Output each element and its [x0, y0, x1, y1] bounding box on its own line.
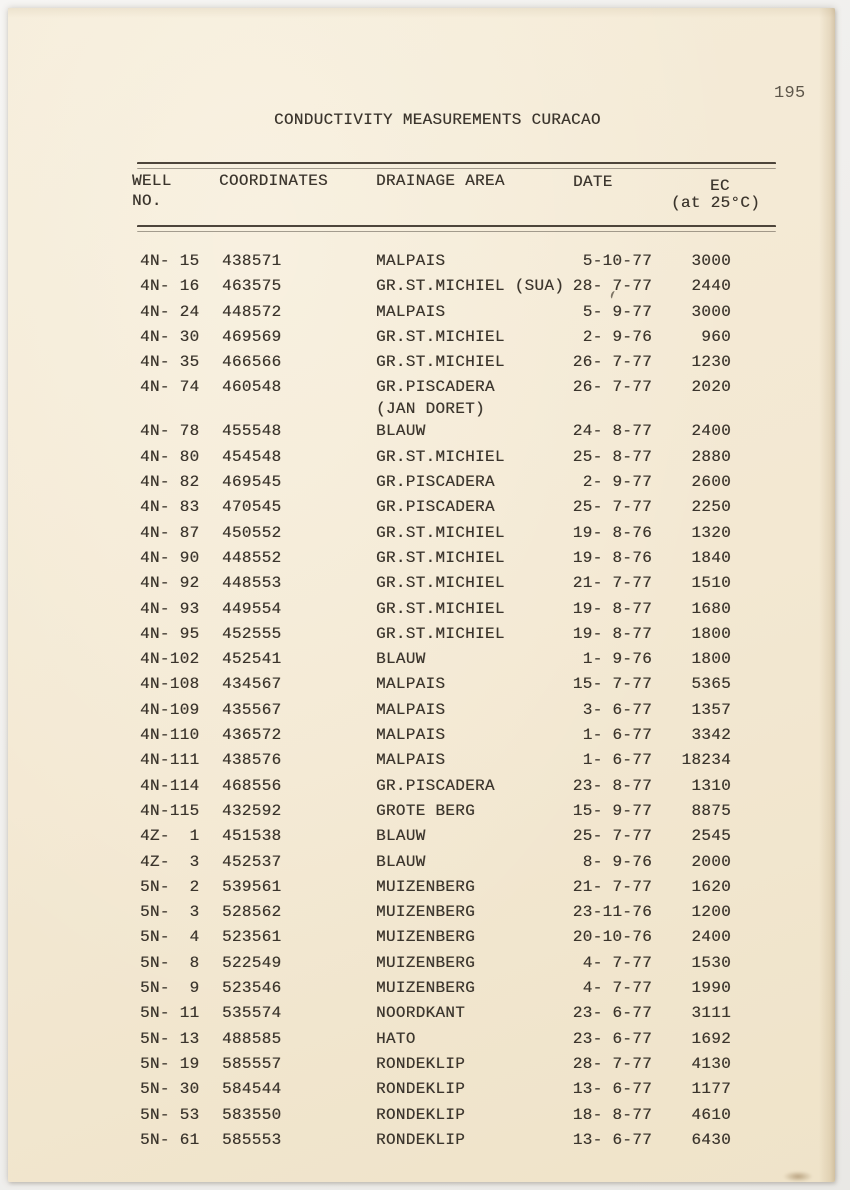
drainage-area-cell — [376, 1104, 576, 1126]
well-no-cell: 4N- 83 — [140, 498, 200, 517]
date-cell: 5-10-77 — [582, 252, 652, 270]
drainage-area-cell — [376, 749, 576, 771]
table-row — [140, 446, 780, 471]
ec-cell: 3000 — [691, 252, 731, 270]
ec-cell: 1310 — [691, 776, 731, 795]
ec-cell: 5365 — [691, 675, 731, 694]
date-cell: 23- 8-77 — [572, 776, 652, 795]
ec-cell: 8875 — [691, 801, 731, 820]
coordinates-cell: 438571 — [222, 252, 282, 270]
coordinates-cell: 539561 — [222, 877, 282, 896]
date-cell: 4- 7-77 — [582, 979, 652, 998]
drainage-area-cell — [376, 301, 576, 323]
well-no-cell: 5N- 9 — [140, 979, 200, 998]
well-no-cell: 4N- 24 — [140, 302, 200, 321]
drainage-line1: GR.ST.MICHIEL — [376, 327, 505, 346]
drainage-line1: RONDEKLIP — [376, 1105, 466, 1124]
page-title: CONDUCTIVITY MEASUREMENTS CURACAO — [274, 111, 601, 129]
date-cell: 25- 7-77 — [572, 498, 652, 517]
coordinates-cell: 436572 — [222, 726, 282, 745]
coordinates-cell: 470545 — [222, 498, 282, 517]
date-cell: 3- 6-77 — [582, 700, 652, 719]
drainage-line1: MUIZENBERG — [376, 979, 476, 998]
ec-cell: 1800 — [691, 650, 731, 669]
drainage-line1: HATO — [376, 1029, 416, 1048]
date-cell: 19- 8-77 — [572, 599, 652, 618]
coordinates-cell: 455548 — [222, 422, 282, 441]
date-cell: 19- 8-76 — [572, 523, 652, 542]
drainage-line1: BLAUW — [376, 422, 426, 441]
well-no-cell: 4N-109 — [140, 700, 200, 719]
coordinates-cell: 523546 — [222, 979, 282, 998]
table-row — [140, 623, 780, 648]
drainage-line1: MALPAIS — [376, 751, 446, 770]
date-cell: 21- 7-77 — [572, 877, 652, 896]
date-cell: 26- 7-77 — [572, 353, 652, 372]
date-cell: 18- 8-77 — [572, 1105, 652, 1124]
coordinates-cell: 522549 — [222, 953, 282, 972]
drainage-line1: MALPAIS — [376, 675, 446, 694]
ec-cell: 2600 — [691, 473, 731, 492]
table-body — [140, 250, 780, 1154]
drainage-area-cell — [376, 326, 576, 348]
date-cell: 28- 7-77 — [572, 1054, 652, 1073]
drainage-area-cell — [376, 522, 576, 544]
table-row — [140, 1028, 780, 1053]
well-no-cell: 4N- 95 — [140, 624, 200, 643]
well-no-cell: 5N- 11 — [140, 1004, 200, 1023]
coordinates-cell: 438576 — [222, 751, 282, 770]
drainage-area-cell — [376, 1002, 576, 1024]
table-row — [140, 522, 780, 547]
drainage-area-cell — [376, 471, 576, 493]
drainage-line1: GROTE BERG — [376, 801, 476, 820]
date-cell: 23-11-76 — [572, 903, 652, 922]
drainage-area-cell — [376, 1028, 576, 1050]
drainage-line1: MALPAIS — [376, 302, 446, 321]
well-no-cell: 4N-111 — [140, 751, 200, 770]
well-no-cell: 4N- 30 — [140, 327, 200, 346]
date-cell: 23- 6-77 — [572, 1029, 652, 1048]
coordinates-cell: 435567 — [222, 700, 282, 719]
well-no-cell: 4N-114 — [140, 776, 200, 795]
drainage-area-cell — [376, 547, 576, 569]
well-no-cell: 5N- 13 — [140, 1029, 200, 1048]
date-cell: 2- 9-77 — [582, 473, 652, 492]
page-number: 195 — [774, 84, 806, 103]
table-row — [140, 496, 780, 521]
table-row — [140, 673, 780, 698]
date-cell: 15- 7-77 — [572, 675, 652, 694]
well-no-cell: 5N- 2 — [140, 877, 200, 896]
drainage-line1: MALPAIS — [376, 726, 446, 745]
drainage-area-cell — [376, 275, 576, 297]
drainage-line1: GR.PISCADERA — [376, 378, 495, 397]
ec-cell: 1620 — [691, 877, 731, 896]
drainage-line1: RONDEKLIP — [376, 1080, 466, 1099]
drainage-line1: GR.ST.MICHIEL — [376, 523, 505, 542]
ec-cell: 1320 — [691, 523, 731, 542]
date-cell: 24- 8-77 — [572, 422, 652, 441]
ec-cell: 1177 — [691, 1080, 731, 1099]
coordinates-cell: 535574 — [222, 1004, 282, 1023]
drainage-line1: GR.ST.MICHIEL — [376, 574, 505, 593]
drainage-area-cell — [376, 496, 576, 518]
well-no-cell: 4N- 35 — [140, 353, 200, 372]
table-row — [140, 977, 780, 1002]
ec-cell: 1990 — [691, 979, 731, 998]
drainage-area-cell — [376, 977, 576, 999]
well-no-cell: 5N- 30 — [140, 1080, 200, 1099]
drainage-line1: MUIZENBERG — [376, 953, 476, 972]
table-row — [140, 572, 780, 597]
drainage-area-cell — [376, 446, 576, 468]
date-cell: 23- 6-77 — [572, 1004, 652, 1023]
date-cell: 1- 9-76 — [582, 650, 652, 669]
ec-cell: 6430 — [691, 1130, 731, 1149]
column-header-coordinates: COORDINATES — [219, 172, 328, 190]
ec-cell: 1230 — [691, 353, 731, 372]
well-no-cell: 4N- 93 — [140, 599, 200, 618]
drainage-line1: GR.PISCADERA — [376, 498, 495, 517]
column-header-well-line1: WELL — [132, 172, 172, 190]
drainage-line1: GR.PISCADERA — [376, 776, 495, 795]
drainage-area-cell — [376, 1053, 576, 1075]
drainage-line2: (JAN DORET) — [376, 400, 485, 419]
coordinates-cell: 452555 — [222, 624, 282, 643]
date-cell: 28- 7-77 — [572, 277, 652, 296]
ec-cell: 1840 — [691, 548, 731, 567]
ec-cell: 18234 — [681, 751, 731, 770]
well-no-cell: 5N- 4 — [140, 928, 200, 947]
drainage-area-cell — [376, 1129, 576, 1151]
coordinates-cell: 451538 — [222, 827, 282, 846]
table-row — [140, 326, 780, 351]
drainage-area-cell — [376, 876, 576, 898]
date-cell: 2- 9-76 — [582, 327, 652, 346]
date-cell: 25- 7-77 — [572, 827, 652, 846]
well-no-cell: 5N- 8 — [140, 953, 200, 972]
drainage-area-cell — [376, 800, 576, 822]
table-row — [140, 775, 780, 800]
drainage-area-cell — [376, 926, 576, 948]
drainage-line1: MUIZENBERG — [376, 903, 476, 922]
date-cell: 13- 6-77 — [572, 1130, 652, 1149]
table-row — [140, 851, 780, 876]
table-row — [140, 471, 780, 496]
drainage-line1: GR.ST.MICHIEL — [376, 353, 505, 372]
date-cell: 4- 7-77 — [582, 953, 652, 972]
ec-cell: 1680 — [691, 599, 731, 618]
ec-cell: 3342 — [691, 726, 731, 745]
coordinates-cell: 523561 — [222, 928, 282, 947]
ec-cell: 4610 — [691, 1105, 731, 1124]
table-row — [140, 420, 780, 445]
drainage-line1: GR.ST.MICHIEL — [376, 548, 505, 567]
date-cell: 1- 6-77 — [582, 726, 652, 745]
drainage-area-cell — [376, 901, 576, 923]
date-cell: 19- 8-76 — [572, 548, 652, 567]
coordinates-cell: 434567 — [222, 675, 282, 694]
table-row — [140, 800, 780, 825]
well-no-cell: 4N- 74 — [140, 378, 200, 397]
paper-smudge — [783, 1171, 813, 1182]
coordinates-cell: 466566 — [222, 353, 282, 372]
coordinates-cell: 448572 — [222, 302, 282, 321]
column-header-ec-line1: EC — [710, 177, 730, 195]
well-no-cell: 5N- 61 — [140, 1130, 200, 1149]
drainage-line1: GR.ST.MICHIEL (SUA) — [376, 277, 565, 296]
table-row — [140, 648, 780, 673]
ec-cell: 960 — [701, 327, 731, 346]
ec-cell: 1530 — [691, 953, 731, 972]
drainage-area-cell — [376, 952, 576, 974]
ec-cell: 2440 — [691, 277, 731, 296]
table-row — [140, 825, 780, 850]
coordinates-cell: 585557 — [222, 1054, 282, 1073]
coordinates-cell: 583550 — [222, 1105, 282, 1124]
column-header-ec-line2: (at 25°C) — [671, 194, 761, 212]
well-no-cell: 4N- 15 — [140, 252, 200, 270]
ec-cell: 2000 — [691, 852, 731, 871]
well-no-cell: 5N- 3 — [140, 903, 200, 922]
table-row — [140, 598, 780, 623]
ec-cell: 1692 — [691, 1029, 731, 1048]
drainage-line1: BLAUW — [376, 650, 426, 669]
drainage-area-cell — [376, 351, 576, 373]
drainage-line1: MUIZENBERG — [376, 877, 476, 896]
coordinates-cell: 528562 — [222, 903, 282, 922]
drainage-area-cell — [376, 1078, 576, 1100]
well-no-cell: 5N- 19 — [140, 1054, 200, 1073]
ec-cell: 2250 — [691, 498, 731, 517]
coordinates-cell: 449554 — [222, 599, 282, 618]
coordinates-cell: 463575 — [222, 277, 282, 296]
well-no-cell: 4N- 87 — [140, 523, 200, 542]
coordinates-cell: 450552 — [222, 523, 282, 542]
ec-cell: 1800 — [691, 624, 731, 643]
drainage-area-cell — [376, 775, 576, 797]
ec-cell: 1357 — [691, 700, 731, 719]
coordinates-cell: 432592 — [222, 801, 282, 820]
table-row — [140, 901, 780, 926]
table-row — [140, 1129, 780, 1154]
well-no-cell: 4N-108 — [140, 675, 200, 694]
coordinates-cell: 448553 — [222, 574, 282, 593]
coordinates-cell: 585553 — [222, 1130, 282, 1149]
table-row — [140, 876, 780, 901]
well-no-cell: 4N-110 — [140, 726, 200, 745]
well-no-cell: 4Z- 3 — [140, 852, 200, 871]
well-no-cell: 4N- 80 — [140, 447, 200, 466]
well-no-cell: 4N-102 — [140, 650, 200, 669]
well-no-cell: 5N- 53 — [140, 1105, 200, 1124]
coordinates-cell: 468556 — [222, 776, 282, 795]
date-cell: 13- 6-77 — [572, 1080, 652, 1099]
drainage-area-cell — [376, 420, 576, 442]
coordinates-cell: 452537 — [222, 852, 282, 871]
table-row — [140, 699, 780, 724]
drainage-line1: BLAUW — [376, 852, 426, 871]
date-cell: 15- 9-77 — [572, 801, 652, 820]
table-row — [140, 926, 780, 951]
drainage-line1: GR.ST.MICHIEL — [376, 599, 505, 618]
drainage-area-cell — [376, 623, 576, 645]
ec-cell: 3111 — [691, 1004, 731, 1023]
drainage-line1: MUIZENBERG — [376, 928, 476, 947]
coordinates-cell: 448552 — [222, 548, 282, 567]
table-header-rule — [137, 225, 776, 232]
drainage-area-cell — [376, 376, 576, 420]
drainage-line1: GR.ST.MICHIEL — [376, 624, 505, 643]
ec-cell: 1510 — [691, 574, 731, 593]
paper-sheet — [8, 8, 835, 1182]
ec-cell: 2880 — [691, 447, 731, 466]
drainage-area-cell — [376, 250, 576, 272]
table-row — [140, 275, 780, 300]
date-cell: 25- 8-77 — [572, 447, 652, 466]
table-row — [140, 1078, 780, 1103]
ec-cell: 3000 — [691, 302, 731, 321]
coordinates-cell: 454548 — [222, 447, 282, 466]
well-no-cell: 4N- 92 — [140, 574, 200, 593]
well-no-cell: 4N-115 — [140, 801, 200, 820]
table-row — [140, 250, 780, 275]
coordinates-cell: 460548 — [222, 378, 282, 397]
table-row — [140, 1053, 780, 1078]
drainage-line1: RONDEKLIP — [376, 1054, 466, 1073]
well-no-cell: 4Z- 1 — [140, 827, 200, 846]
coordinates-cell: 488585 — [222, 1029, 282, 1048]
drainage-area-cell — [376, 673, 576, 695]
date-cell: 1- 6-77 — [582, 751, 652, 770]
drainage-line1: RONDEKLIP — [376, 1130, 466, 1149]
coordinates-cell: 469545 — [222, 473, 282, 492]
ec-cell: 1200 — [691, 903, 731, 922]
drainage-line1: MALPAIS — [376, 252, 446, 270]
well-no-cell: 4N- 16 — [140, 277, 200, 296]
drainage-line1: NOORDKANT — [376, 1004, 466, 1023]
column-header-date: DATE — [573, 173, 613, 191]
ec-cell: 4130 — [691, 1054, 731, 1073]
table-row — [140, 301, 780, 326]
coordinates-cell: 469569 — [222, 327, 282, 346]
table-row — [140, 547, 780, 572]
ec-cell: 2020 — [691, 378, 731, 397]
ec-cell: 2400 — [691, 928, 731, 947]
column-header-drainage-area: DRAINAGE AREA — [376, 172, 505, 190]
coordinates-cell: 584544 — [222, 1080, 282, 1099]
date-cell: 19- 8-77 — [572, 624, 652, 643]
drainage-area-cell — [376, 825, 576, 847]
column-header-well-line2: NO. — [132, 192, 162, 210]
ec-cell: 2400 — [691, 422, 731, 441]
drainage-line1: MALPAIS — [376, 700, 446, 719]
table-row — [140, 351, 780, 376]
table-row — [140, 952, 780, 977]
well-no-cell: 4N- 82 — [140, 473, 200, 492]
drainage-area-cell — [376, 648, 576, 670]
drainage-area-cell — [376, 699, 576, 721]
date-cell: 5- 9-77 — [582, 302, 652, 321]
well-no-cell: 4N- 90 — [140, 548, 200, 567]
drainage-area-cell — [376, 572, 576, 594]
date-cell: 8- 9-76 — [582, 852, 652, 871]
drainage-area-cell — [376, 724, 576, 746]
date-cell: 21- 7-77 — [572, 574, 652, 593]
drainage-line1: BLAUW — [376, 827, 426, 846]
drainage-area-cell — [376, 851, 576, 873]
table-row — [140, 1002, 780, 1027]
table-row — [140, 1104, 780, 1129]
table-row — [140, 376, 780, 420]
table-top-rule — [137, 162, 776, 169]
drainage-line1: GR.ST.MICHIEL — [376, 447, 505, 466]
ec-cell: 2545 — [691, 827, 731, 846]
drainage-area-cell — [376, 598, 576, 620]
table-row — [140, 724, 780, 749]
table-row — [140, 749, 780, 774]
drainage-line1: GR.PISCADERA — [376, 473, 495, 492]
date-cell: 20-10-76 — [572, 928, 652, 947]
coordinates-cell: 452541 — [222, 650, 282, 669]
well-no-cell: 4N- 78 — [140, 422, 200, 441]
date-cell: 26- 7-77 — [572, 378, 652, 397]
